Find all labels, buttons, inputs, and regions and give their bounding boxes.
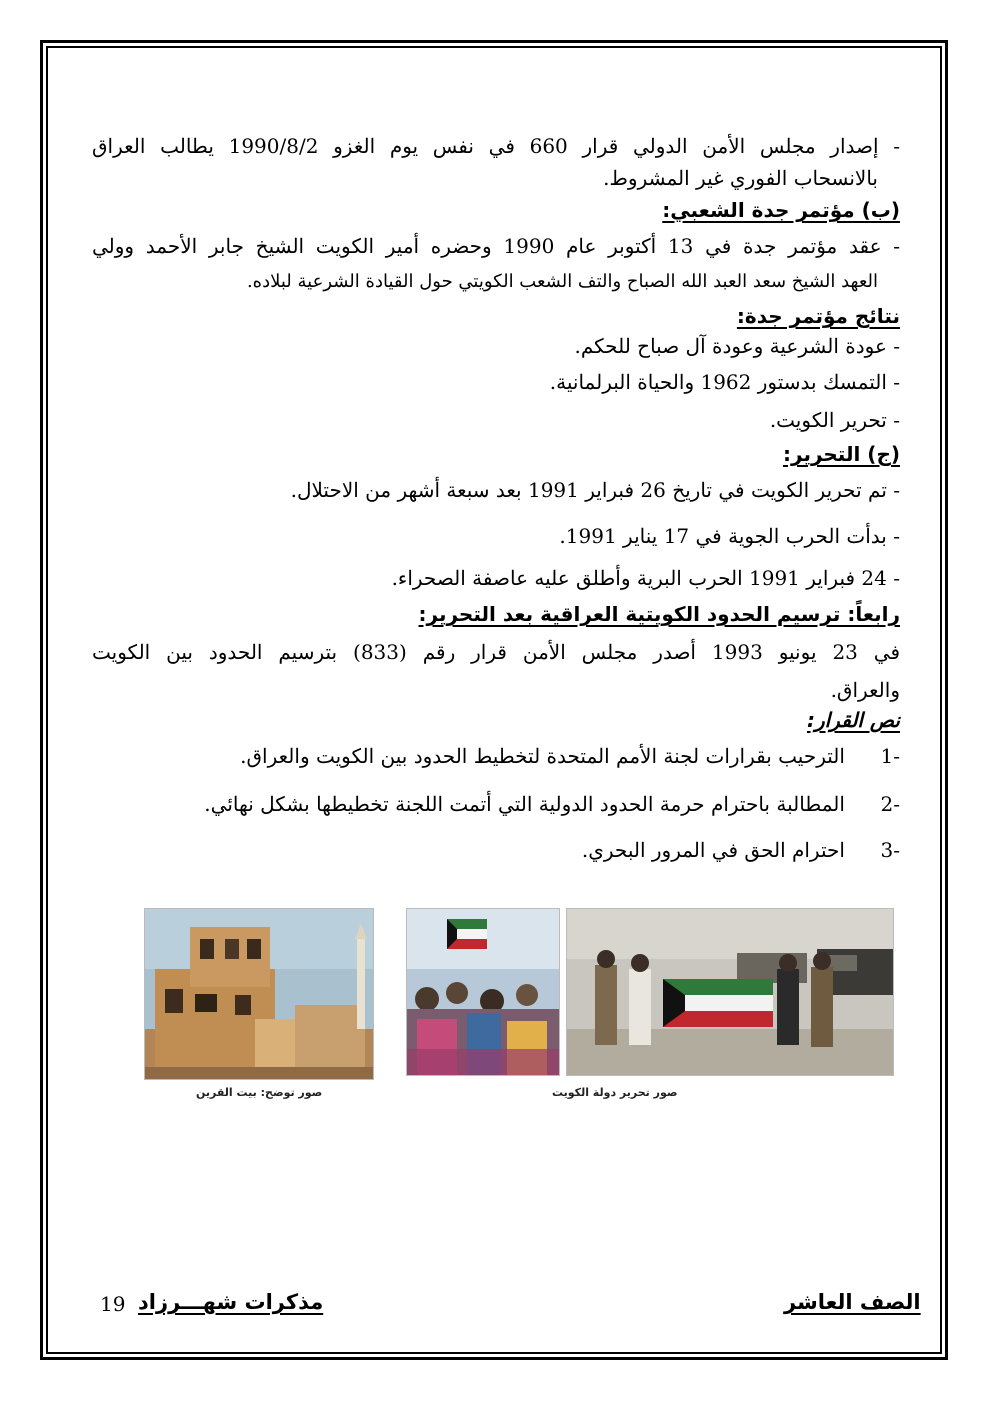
resolution-item-1: [240, 742, 900, 770]
item-number: -2: [880, 792, 900, 816]
list-item: - التمسك بدستور 1962 والحياة البرلمانية.: [549, 370, 900, 394]
text-line: والعراق.: [830, 678, 900, 702]
text-line: العهد الشيخ سعد العبد الله الصباح والتف الشعب الكويتي حول القيادة الشرعية لبلاده.: [246, 271, 878, 292]
text-line: - عقد مؤتمر جدة في 13 أكتوبر عام 1990 وحضره أمير الكويت الشيخ جابر الأحمد وولي: [92, 234, 901, 258]
section-heading-4: رابعاً: ترسيم الحدود الكويتية العراقية بعد التحرير:: [418, 602, 900, 626]
item-text: المطالبة باحترام حرمة الحدود الدولية التي أتمت اللجنة تخطيطها بشكل نهائي.: [204, 792, 845, 816]
text-line: في 23 يونيو 1993 أصدر مجلس الأمن قرار رقم (833) بترسيم الحدود بين الكويت: [92, 640, 901, 664]
item-number: -1: [880, 744, 900, 768]
footer-grade: الصف العاشر: [784, 1290, 921, 1314]
section-heading-c: (ج) التحرير:: [783, 442, 900, 466]
list-item: - تم تحرير الكويت في تاريخ 26 فبراير 1991 بعد سبعة أشهر من الاحتلال.: [290, 478, 900, 502]
photo-kuwait-flag-group: [566, 908, 894, 1076]
list-item: - عودة الشرعية وعودة آل صباح للحكم.: [574, 334, 900, 358]
footer-brand: مذكرات شهـــرزاد: [138, 1290, 324, 1314]
text-line: - إصدار مجلس الأمن الدولي قرار 660 في نفس يوم الغزو 1990/8/2 يطالب العراق: [92, 134, 901, 158]
caption-bait-al-qurain: صور توضح: بيت القرين: [196, 1086, 323, 1099]
photo-liberation-crowd: [406, 908, 560, 1076]
resolution-item-3: [582, 836, 900, 864]
item-text: احترام الحق في المرور البحري.: [581, 838, 845, 862]
subheading-resolution-text: نص القرار:: [806, 708, 900, 732]
list-item: - بدأت الحرب الجوية في 17 يناير 1991.: [559, 524, 900, 548]
subheading-results: نتائج مؤتمر جدة:: [736, 304, 900, 328]
item-number: -3: [880, 838, 900, 862]
photo-bait-al-qurain: [144, 908, 374, 1080]
section-heading-b: (ب) مؤتمر جدة الشعبي:: [662, 198, 900, 222]
item-text: الترحيب بقرارات لجنة الأمم المتحدة لتخطيط الحدود بين الكويت والعراق.: [240, 744, 845, 768]
page-number: 19: [100, 1292, 126, 1316]
resolution-item-2: [204, 790, 900, 818]
caption-liberation: صور تحرير دولة الكويت: [552, 1086, 678, 1099]
list-item: - 24 فبراير 1991 الحرب البرية وأطلق عليه عاصفة الصحراء.: [391, 566, 900, 590]
text-line: بالانسحاب الفوري غير المشروط.: [603, 166, 878, 190]
list-item: - تحرير الكويت.: [769, 408, 900, 432]
